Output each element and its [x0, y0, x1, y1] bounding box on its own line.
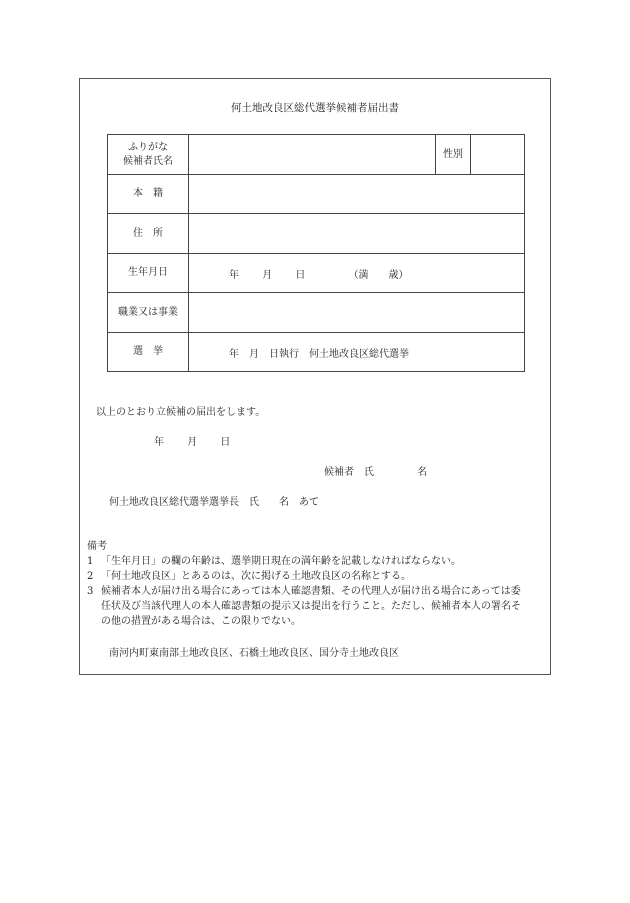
candidate-info-table: [107, 134, 525, 372]
form-title: 何土地改良区総代選挙候補者届出書: [231, 102, 399, 114]
gender-field[interactable]: [471, 135, 525, 175]
election-label: 選 挙: [108, 333, 189, 372]
note-item: [87, 584, 525, 629]
note-text: 候補者本人が届け出る場合にあっては本人確認書類、その代理人が届け出る場合にあっては委任状及び当該代理人の本人確認書類の提示又は提出を行うこと。ただし、候補者本人の署名その他の措置がある場合は、この限りでない。: [101, 586, 521, 627]
birthdate-year: 年: [229, 269, 239, 281]
candidate-sign-name-suffix: 名: [417, 467, 428, 478]
note-number: 3: [87, 586, 94, 597]
note-text: 「何土地改良区」とあるのは、次に掲げる土地改良区の名称とする。: [101, 571, 411, 582]
note-number: 1: [87, 556, 94, 567]
date-day: 日: [220, 437, 231, 448]
birthdate-age: （満 歳）: [348, 269, 409, 281]
honseki-field[interactable]: [189, 175, 525, 214]
date-line: [154, 433, 230, 448]
gender-label: 性別: [436, 135, 471, 175]
date-year: 年: [154, 437, 164, 448]
birthdate-month: 月: [262, 269, 273, 281]
birthdate-field[interactable]: [189, 254, 525, 293]
note-item: [87, 569, 525, 584]
birthdate-label: 生年月日: [108, 254, 189, 293]
birthdate-day: 日: [295, 269, 306, 281]
address-field[interactable]: [189, 214, 525, 254]
note-number: 2: [87, 571, 94, 582]
furigana-label: ふりがな: [128, 141, 168, 153]
district-list: 南河内町東南部土地改良区、石橋土地改良区、国分寺土地改良区: [109, 648, 399, 659]
notes-heading: 備考: [87, 541, 107, 552]
election-value: 年 月 日執行 何土地改良区総代選挙: [189, 333, 525, 372]
candidate-signature-line: [324, 463, 427, 478]
date-month: 月: [187, 437, 198, 448]
occupation-label: 職業又は事業: [108, 293, 189, 333]
notes-section: [87, 539, 525, 629]
address-label: 住 所: [108, 214, 189, 254]
candidate-name-label: 候補者氏名: [123, 155, 173, 167]
addressee-line: 何土地改良区総代選挙選挙長 氏 名 あて: [109, 497, 319, 508]
note-text: 「生年月日」の欄の年齢は、選挙期日現在の満年齢を記載しなければならない。: [101, 556, 461, 567]
occupation-field[interactable]: [189, 293, 525, 333]
candidate-sign-label: 候補者 氏: [324, 467, 374, 478]
name-label-cell: [108, 135, 189, 175]
note-item: [87, 554, 525, 569]
honseki-label: 本 籍: [108, 175, 189, 214]
candidate-name-field[interactable]: [189, 135, 436, 175]
declaration-text: 以上のとおり立候補の届出をします。: [96, 407, 266, 418]
